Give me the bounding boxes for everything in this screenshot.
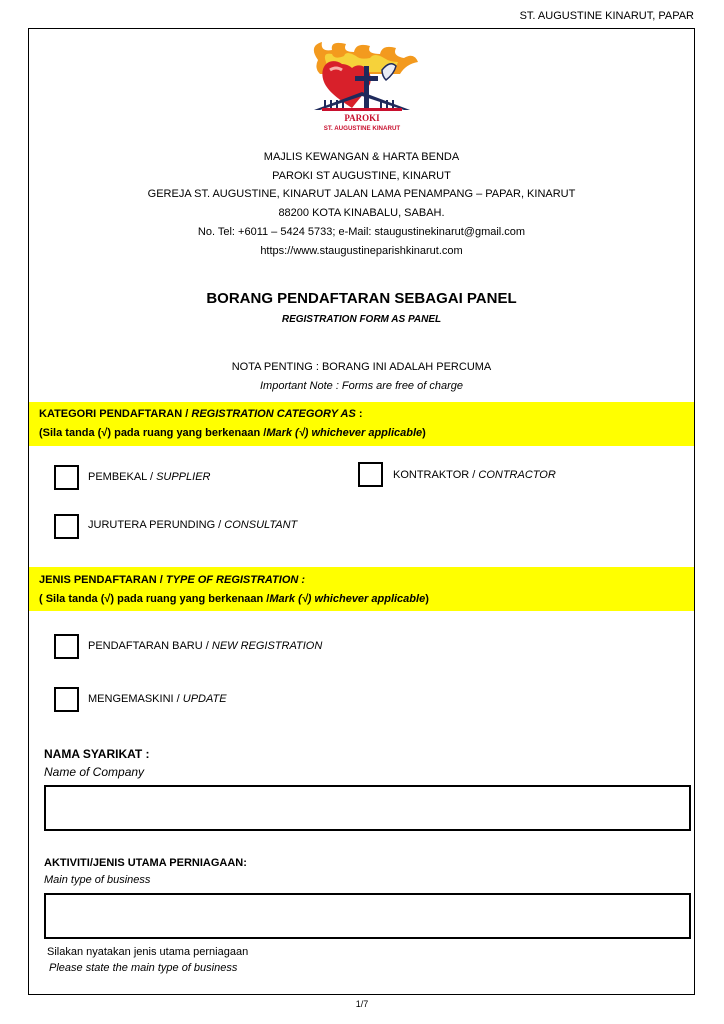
company-name-field[interactable]	[44, 785, 691, 831]
org-line: 88200 KOTA KINABALU, SABAH.	[278, 207, 445, 220]
form-subtitle: REGISTRATION FORM AS PANEL	[281, 314, 442, 325]
consultant-checkbox[interactable]	[54, 514, 79, 539]
org-line: https://www.staugustineparishkinarut.com	[260, 244, 463, 257]
note-malay: NOTA PENTING : BORANG INI ADALAH PERCUMA	[231, 361, 492, 373]
company-name-label-english: Name of Company	[44, 765, 145, 779]
contractor-option-label: KONTRAKTOR / CONTRACTOR	[393, 469, 556, 481]
business-type-label-english: Main type of business	[44, 874, 151, 886]
registration-type-heading	[29, 567, 694, 611]
business-type-field[interactable]	[44, 893, 691, 939]
supplier-checkbox[interactable]	[54, 465, 79, 490]
logo-text-parish: ST. AUGUSTINE KINARUT	[323, 125, 401, 132]
parish-logo	[300, 40, 425, 132]
new-registration-option-label: PENDAFTARAN BARU / NEW REGISTRATION	[88, 640, 323, 652]
logo-text-paroki: PAROKI	[344, 113, 380, 123]
update-checkbox[interactable]	[54, 687, 79, 712]
org-line: GEREJA ST. AUGUSTINE, KINARUT JALAN LAMA PENAMPANG – PAPAR, KINARUT	[147, 188, 576, 201]
new-registration-checkbox[interactable]	[54, 634, 79, 659]
registration-type-title: JENIS PENDAFTARAN / TYPE OF REGISTRATION :	[39, 574, 306, 586]
org-line: PAROKI ST AUGUSTINE, KINARUT	[272, 169, 451, 182]
form-title: BORANG PENDAFTARAN SEBAGAI PANEL	[206, 290, 517, 307]
category-heading	[29, 402, 694, 446]
note-english: Important Note : Forms are free of charge	[260, 380, 463, 392]
category-title: KATEGORI PENDAFTARAN / REGISTRATION CATEGORY AS :	[39, 408, 363, 420]
contractor-checkbox[interactable]	[358, 462, 383, 487]
org-line: No. Tel: +6011 – 5424 5733; e-Mail: staugustinekinarut@gmail.com	[197, 225, 526, 238]
update-option-label: MENGEMASKINI / UPDATE	[88, 693, 227, 705]
organization-info	[28, 148, 695, 260]
business-type-label: AKTIVITI/JENIS UTAMA PERNIAGAAN:	[44, 857, 247, 869]
header-parish-name: ST. AUGUSTINE KINARUT, PAPAR	[519, 10, 694, 22]
business-hint-english: Please state the main type of business	[49, 962, 238, 974]
registration-type-instruction: ( Sila tanda (√) pada ruang yang berkenaan /Mark (√) whichever applicable)	[39, 593, 429, 605]
category-instruction: (Sila tanda (√) pada ruang yang berkenaan /Mark (√) whichever applicable)	[39, 427, 426, 439]
business-hint-malay: Silakan nyatakan jenis utama perniagaan	[47, 946, 249, 958]
page-number: 1/7	[355, 999, 369, 1009]
company-name-label: NAMA SYARIKAT :	[44, 747, 150, 761]
org-line: MAJLIS KEWANGAN & HARTA BENDA	[263, 151, 460, 163]
supplier-option-label: PEMBEKAL / SUPPLIER	[88, 471, 211, 483]
parish-logo-icon	[300, 40, 425, 132]
important-note	[28, 358, 695, 396]
consultant-option-label: JURUTERA PERUNDING / CONSULTANT	[88, 519, 298, 531]
